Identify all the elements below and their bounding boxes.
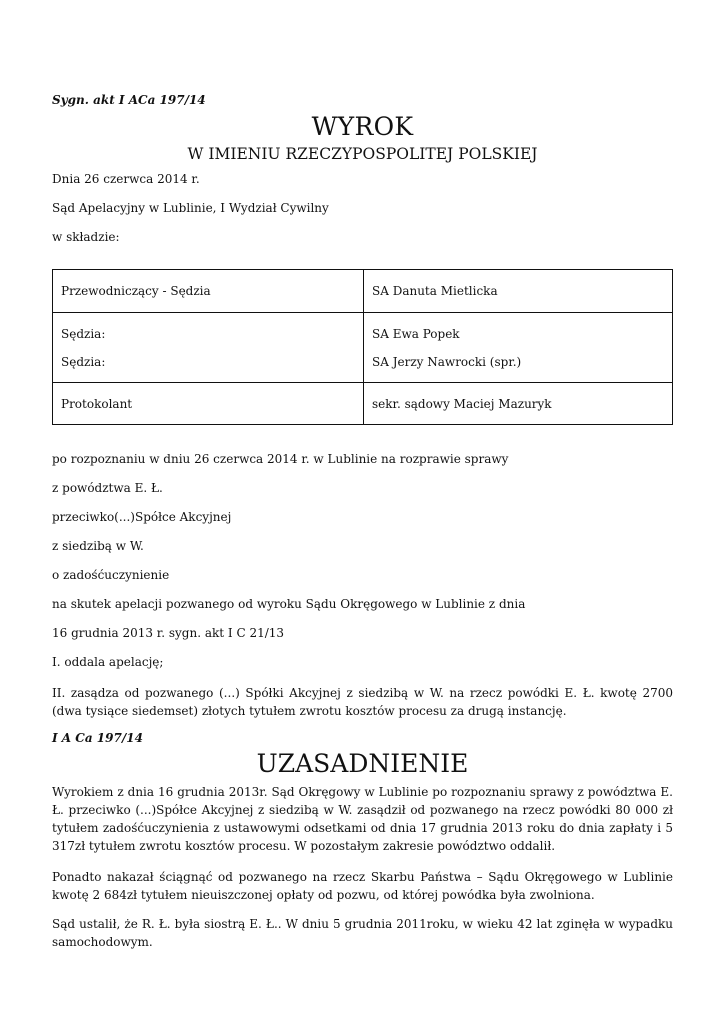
ruling-point-2: II. zasądza od pozwanego (...) Spółki Akcyjnej z siedzibą w W. na rzecz powódki E. Ł. kwotę 2700 (dwa tysiące siedemset) złotych tytułem zwrotu kosztów procesu za drugą instancję. [52, 686, 673, 718]
justification-case-number: I A Ca 197/14 [52, 731, 143, 745]
presiding-name: SA Danuta Mietlicka [364, 270, 673, 313]
proceedings-line: na skutek apelacji pozwanego od wyroku Sądu Okręgowego w Lublinie z dnia [52, 597, 526, 611]
judges-names-cell [364, 313, 673, 383]
judge1-role: Sędzia: [61, 326, 106, 341]
document-title: WYROK [311, 112, 414, 141]
table-row [53, 313, 673, 383]
court-name: Sąd Apelacyjny w Lublinie, I Wydział Cywilny [52, 201, 329, 215]
proceedings-line: o zadośćuczynienie [52, 568, 170, 582]
case-signature: Sygn. akt I ACa 197/14 [52, 93, 206, 107]
table-row [53, 270, 673, 313]
table-row [53, 383, 673, 425]
justification-paragraph: Ponadto nakazał ściągnąć od pozwanego na rzecz Skarbu Państwa – Sądu Okręgowego w Lublinie kwotę 2 684zł tytułem nieuiszczonej opłaty od pozwu, od której powódka była zwolniona. [52, 870, 673, 902]
justification-paragraph: Sąd ustalił, że R. Ł. była siostrą E. Ł.. W dniu 5 grudnia 2011roku, w wieku 42 lat zginęła w wypadku samochodowym. [52, 917, 673, 949]
composition-label: w składzie: [52, 230, 120, 244]
document-subtitle: W IMIENIU RZECZYPOSPOLITEJ POLSKIEJ [187, 145, 538, 163]
ruling-point-1: I. oddala apelację; [52, 655, 164, 669]
judge2-role: Sędzia: [61, 354, 106, 369]
proceedings-line: z siedzibą w W. [52, 539, 144, 553]
proceedings-line: po rozpoznaniu w dniu 26 czerwca 2014 r. w Lublinie na rozprawie sprawy [52, 452, 509, 466]
justification-paragraph: Wyrokiem z dnia 16 grudnia 2013r. Sąd Okręgowy w Lublinie po rozpoznaniu sprawy z powództwa E. Ł. przeciwko (...)Spółce Akcyjnej z siedzibą w W. zasądził od pozwanego na rzecz powódki 80 000 zł tytułem zadośćuczynienia z ustawowymi odsetkami od dnia 17 grudnia 2013 roku do dnia zapłaty i 5 317zł tytułem zwrotu kosztów procesu. W pozostałym zakresie powództwo oddalił. [52, 785, 673, 853]
proceedings-line: przeciwko(...)Spółce Akcyjnej [52, 510, 232, 524]
presiding-role: Przewodniczący - Sędzia [53, 270, 364, 313]
judges-roles-cell [53, 313, 364, 383]
court-panel-table [52, 269, 673, 425]
clerk-role: Protokolant [53, 383, 364, 425]
proceedings-line: z powództwa E. Ł. [52, 481, 163, 495]
justification-heading: UZASADNIENIE [256, 749, 469, 778]
judge1-name: SA Ewa Popek [372, 326, 460, 341]
proceedings-line: 16 grudnia 2013 r. sygn. akt I C 21/13 [52, 626, 285, 640]
clerk-name: sekr. sądowy Maciej Mazuryk [364, 383, 673, 425]
judge2-name: SA Jerzy Nawrocki (spr.) [372, 354, 522, 369]
judgment-date: Dnia 26 czerwca 2014 r. [52, 172, 200, 186]
